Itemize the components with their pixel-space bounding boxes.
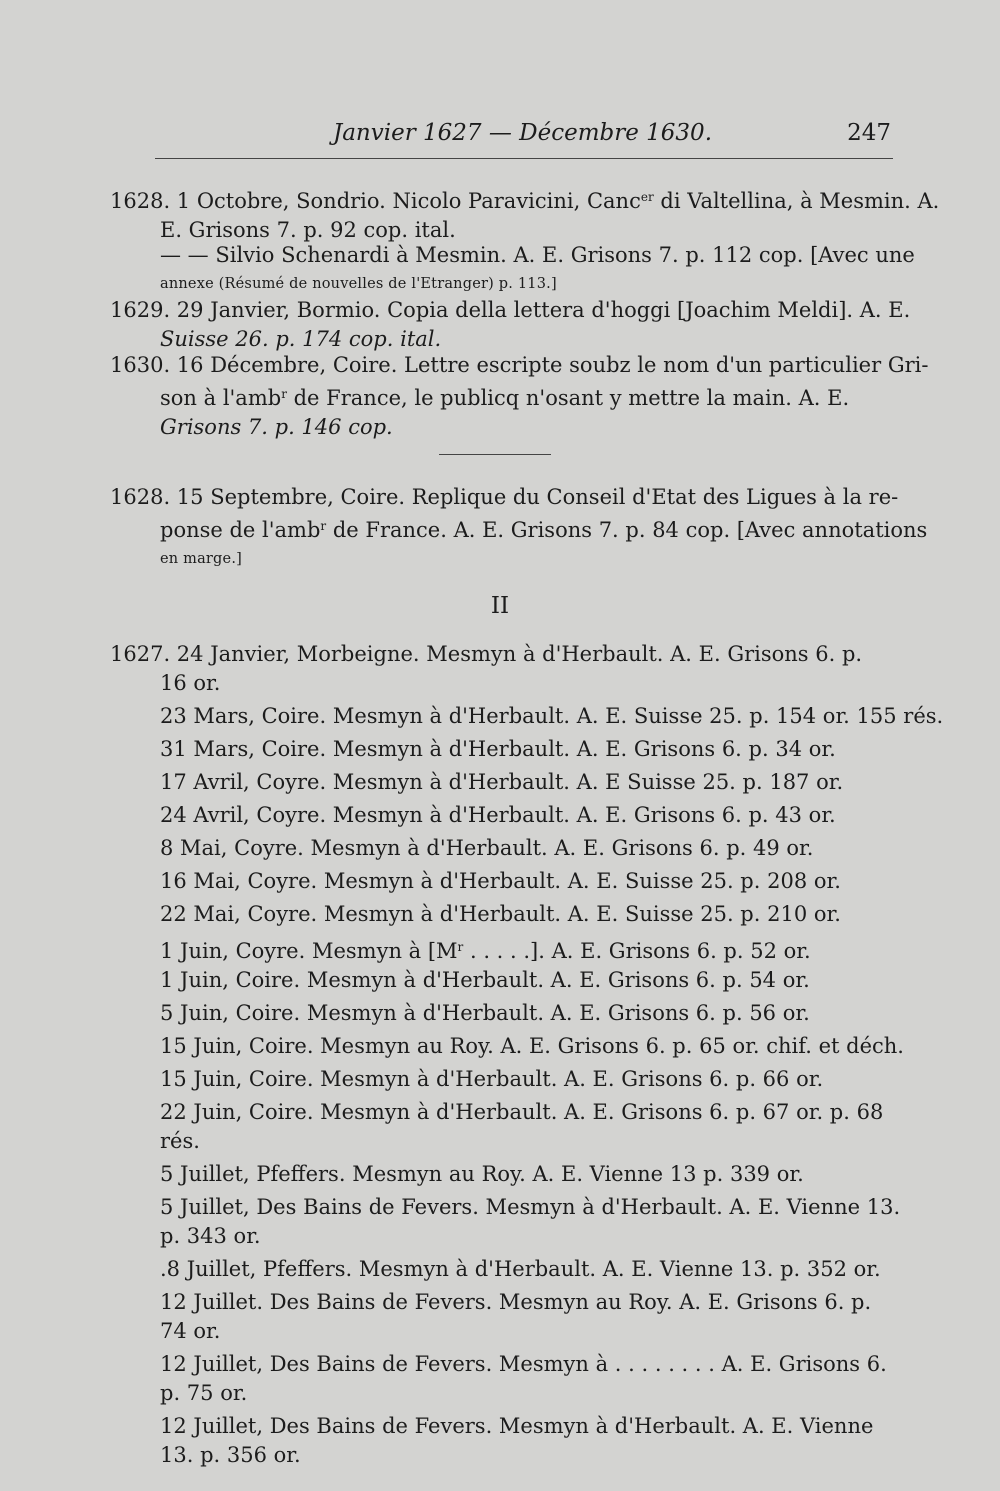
entry-line <box>110 669 895 698</box>
entry-text: Suisse 26. p. 174 cop. ital. <box>160 327 442 351</box>
entry-text: — — Silvio Schenardi à Mesmin. A. E. Grisons 7. p. 112 cop. [Avec une <box>160 243 915 267</box>
entry-line <box>110 413 895 442</box>
section-numeral: II <box>490 593 510 619</box>
entry-line <box>110 380 895 413</box>
entry-1630-coire <box>110 351 929 442</box>
entry-line <box>110 1032 904 1061</box>
entry-line <box>110 867 895 896</box>
entry-text: son à l'amb$^r$ de France, le publicq n'osant y mettre la main. A. E. <box>160 386 850 410</box>
entry-text: 12 Juillet, Des Bains de Fevers. Mesmyn à . . . . . . . . A. E. Grisons 6. <box>160 1352 887 1376</box>
entry-line <box>110 768 895 797</box>
entry-line <box>110 325 895 354</box>
entry-line <box>110 735 895 764</box>
entry-text: 5 Juillet, Pfeffers. Mesmyn au Roy. A. E. Vienne 13 p. 339 or. <box>160 1162 804 1186</box>
entry-text: 1629. 29 Janvier, Bormio. Copia della lettera d'hoggi [Joachim Meldi]. A. E. <box>110 298 911 322</box>
entry-line <box>110 512 928 545</box>
correspondence-entry <box>110 801 895 830</box>
entry-text: 1628. 1 Octobre, Sondrio. Nicolo Paravicini, Canc$^{er}$ di Valtellina, à Mesmin. A. <box>110 189 940 213</box>
entry-text: 16 Mai, Coyre. Mesmyn à d'Herbault. A. E. Suisse 25. p. 208 or. <box>160 869 841 893</box>
entry-line <box>110 1412 895 1441</box>
entry-line <box>110 1441 895 1470</box>
entry-text: 15 Juin, Coire. Mesmyn à d'Herbault. A. E. Grisons 6. p. 66 or. <box>160 1067 824 1091</box>
entry-line <box>110 270 895 299</box>
entry-line <box>110 183 940 216</box>
entry-text: 31 Mars, Coire. Mesmyn à d'Herbault. A. E. Grisons 6. p. 34 or. <box>160 737 836 761</box>
entry-text: ponse de l'amb$^r$ de France. A. E. Grisons 7. p. 84 cop. [Avec annotations <box>160 518 928 542</box>
entry-text: 1 Juin, Coire. Mesmyn à d'Herbault. A. E. Grisons 6. p. 54 or. <box>160 968 810 992</box>
entry-text: 16 or. <box>160 671 221 695</box>
entry-line <box>110 999 895 1028</box>
entry-text: p. 343 or. <box>160 1224 261 1248</box>
entry-text: 1630. 16 Décembre, Coire. Lettre escripte soubz le nom d'un particulier Gri- <box>110 353 929 377</box>
correspondence-entry <box>110 1098 895 1156</box>
page-header <box>155 118 893 158</box>
entry-text: 5 Juillet, Des Bains de Fevers. Mesmyn à d'Herbault. A. E. Vienne 13. <box>160 1195 901 1219</box>
entry-line <box>110 933 895 966</box>
entry-line <box>110 483 899 512</box>
entry-text: rés. <box>160 1129 200 1153</box>
correspondence-entry <box>110 1065 895 1094</box>
correspondence-entry <box>110 1193 901 1251</box>
entry-line <box>110 545 895 574</box>
entry-text: p. 75 or. <box>160 1381 248 1405</box>
entry-line <box>110 1127 895 1156</box>
entry-1628-replique <box>110 483 928 574</box>
entry-text: 8 Mai, Coyre. Mesmyn à d'Herbault. A. E. Grisons 6. p. 49 or. <box>160 836 814 860</box>
correspondence-entry <box>110 867 895 896</box>
entry-line <box>110 640 895 669</box>
entry-line <box>110 296 911 325</box>
entry-line <box>110 1255 895 1284</box>
entry-line <box>110 1288 895 1317</box>
entry-text: 5 Juin, Coire. Mesmyn à d'Herbault. A. E. Grisons 6. p. 56 or. <box>160 1001 810 1025</box>
correspondence-entry <box>110 735 895 764</box>
entry-line <box>110 351 929 380</box>
entry-line <box>110 1379 895 1408</box>
entry-text: 12 Juillet. Des Bains de Fevers. Mesmyn au Roy. A. E. Grisons 6. p. <box>160 1290 872 1314</box>
entry-text: 24 Avril, Coyre. Mesmyn à d'Herbault. A. E. Grisons 6. p. 43 or. <box>160 803 836 827</box>
correspondence-entry <box>110 999 895 1028</box>
entry-text: 15 Juin, Coire. Mesmyn au Roy. A. E. Grisons 6. p. 65 or. chif. et déch. <box>160 1034 904 1058</box>
entry-line <box>110 702 944 731</box>
entry-line <box>110 241 915 270</box>
entry-1629-bormio <box>110 296 911 354</box>
entry-text: 1627. 24 Janvier, Morbeigne. Mesmyn à d'Herbault. A. E. Grisons 6. p. <box>110 642 863 666</box>
entry-line <box>110 1193 901 1222</box>
correspondence-entry <box>110 1032 904 1061</box>
entry-text: 74 or. <box>160 1319 221 1343</box>
entry-text: Grisons 7. p. 146 cop. <box>160 415 393 439</box>
correspondence-entry <box>110 1255 895 1284</box>
correspondence-entry <box>110 1288 895 1346</box>
entry-text: 1 Juin, Coyre. Mesmyn à [$M^r$ . . . . .]. A. E. Grisons 6. p. 52 or. <box>160 939 811 963</box>
entry-text: E. Grisons 7. p. 92 cop. ital. <box>160 218 456 242</box>
correspondence-entry <box>110 702 944 731</box>
entry-line <box>110 834 895 863</box>
entry-text: .8 Juillet, Pfeffers. Mesmyn à d'Herbault. A. E. Vienne 13. p. 352 or. <box>160 1257 881 1281</box>
entry-line <box>110 900 895 929</box>
entry-text: 22 Mai, Coyre. Mesmyn à d'Herbault. A. E. Suisse 25. p. 210 or. <box>160 902 841 926</box>
entry-text: 13. p. 356 or. <box>160 1443 301 1467</box>
correspondence-entry <box>110 966 895 995</box>
entry-1628-sondrio <box>110 183 940 245</box>
entry-text: 12 Juillet, Des Bains de Fevers. Mesmyn à d'Herbault. A. E. Vienne <box>160 1414 874 1438</box>
entry-text: en marge.] <box>160 551 242 567</box>
separator-rule <box>439 454 551 455</box>
correspondence-entry <box>110 768 895 797</box>
entry-line <box>110 966 895 995</box>
page-number: 247 <box>847 120 891 146</box>
correspondence-entry <box>110 640 895 698</box>
entry-line <box>110 1160 895 1189</box>
entry-text: 17 Avril, Coyre. Mesmyn à d'Herbault. A. E Suisse 25. p. 187 or. <box>160 770 844 794</box>
correspondence-entry <box>110 1350 895 1408</box>
entry-line <box>110 1317 895 1346</box>
correspondence-entry <box>110 1412 895 1470</box>
entry-line <box>110 1098 895 1127</box>
entry-line <box>110 1350 895 1379</box>
entry-line <box>110 1222 895 1251</box>
correspondence-entry <box>110 933 895 966</box>
correspondence-entry <box>110 834 895 863</box>
header-rule <box>155 158 893 159</box>
entry-text: 23 Mars, Coire. Mesmyn à d'Herbault. A. E. Suisse 25. p. 154 or. 155 rés. <box>160 704 944 728</box>
entry-1628-schenardi <box>110 241 915 299</box>
correspondence-entry <box>110 1160 895 1189</box>
correspondence-entry <box>110 900 895 929</box>
entry-text: annexe (Résumé de nouvelles de l'Etranger) p. 113.] <box>160 276 557 292</box>
entry-line <box>110 1065 895 1094</box>
running-title: Janvier 1627 — Décembre 1630. <box>333 120 713 146</box>
entry-text: 1628. 15 Septembre, Coire. Replique du Conseil d'Etat des Ligues à la re- <box>110 485 899 509</box>
entry-line <box>110 801 895 830</box>
entry-text: 22 Juin, Coire. Mesmyn à d'Herbault. A. E. Grisons 6. p. 67 or. p. 68 <box>160 1100 884 1124</box>
